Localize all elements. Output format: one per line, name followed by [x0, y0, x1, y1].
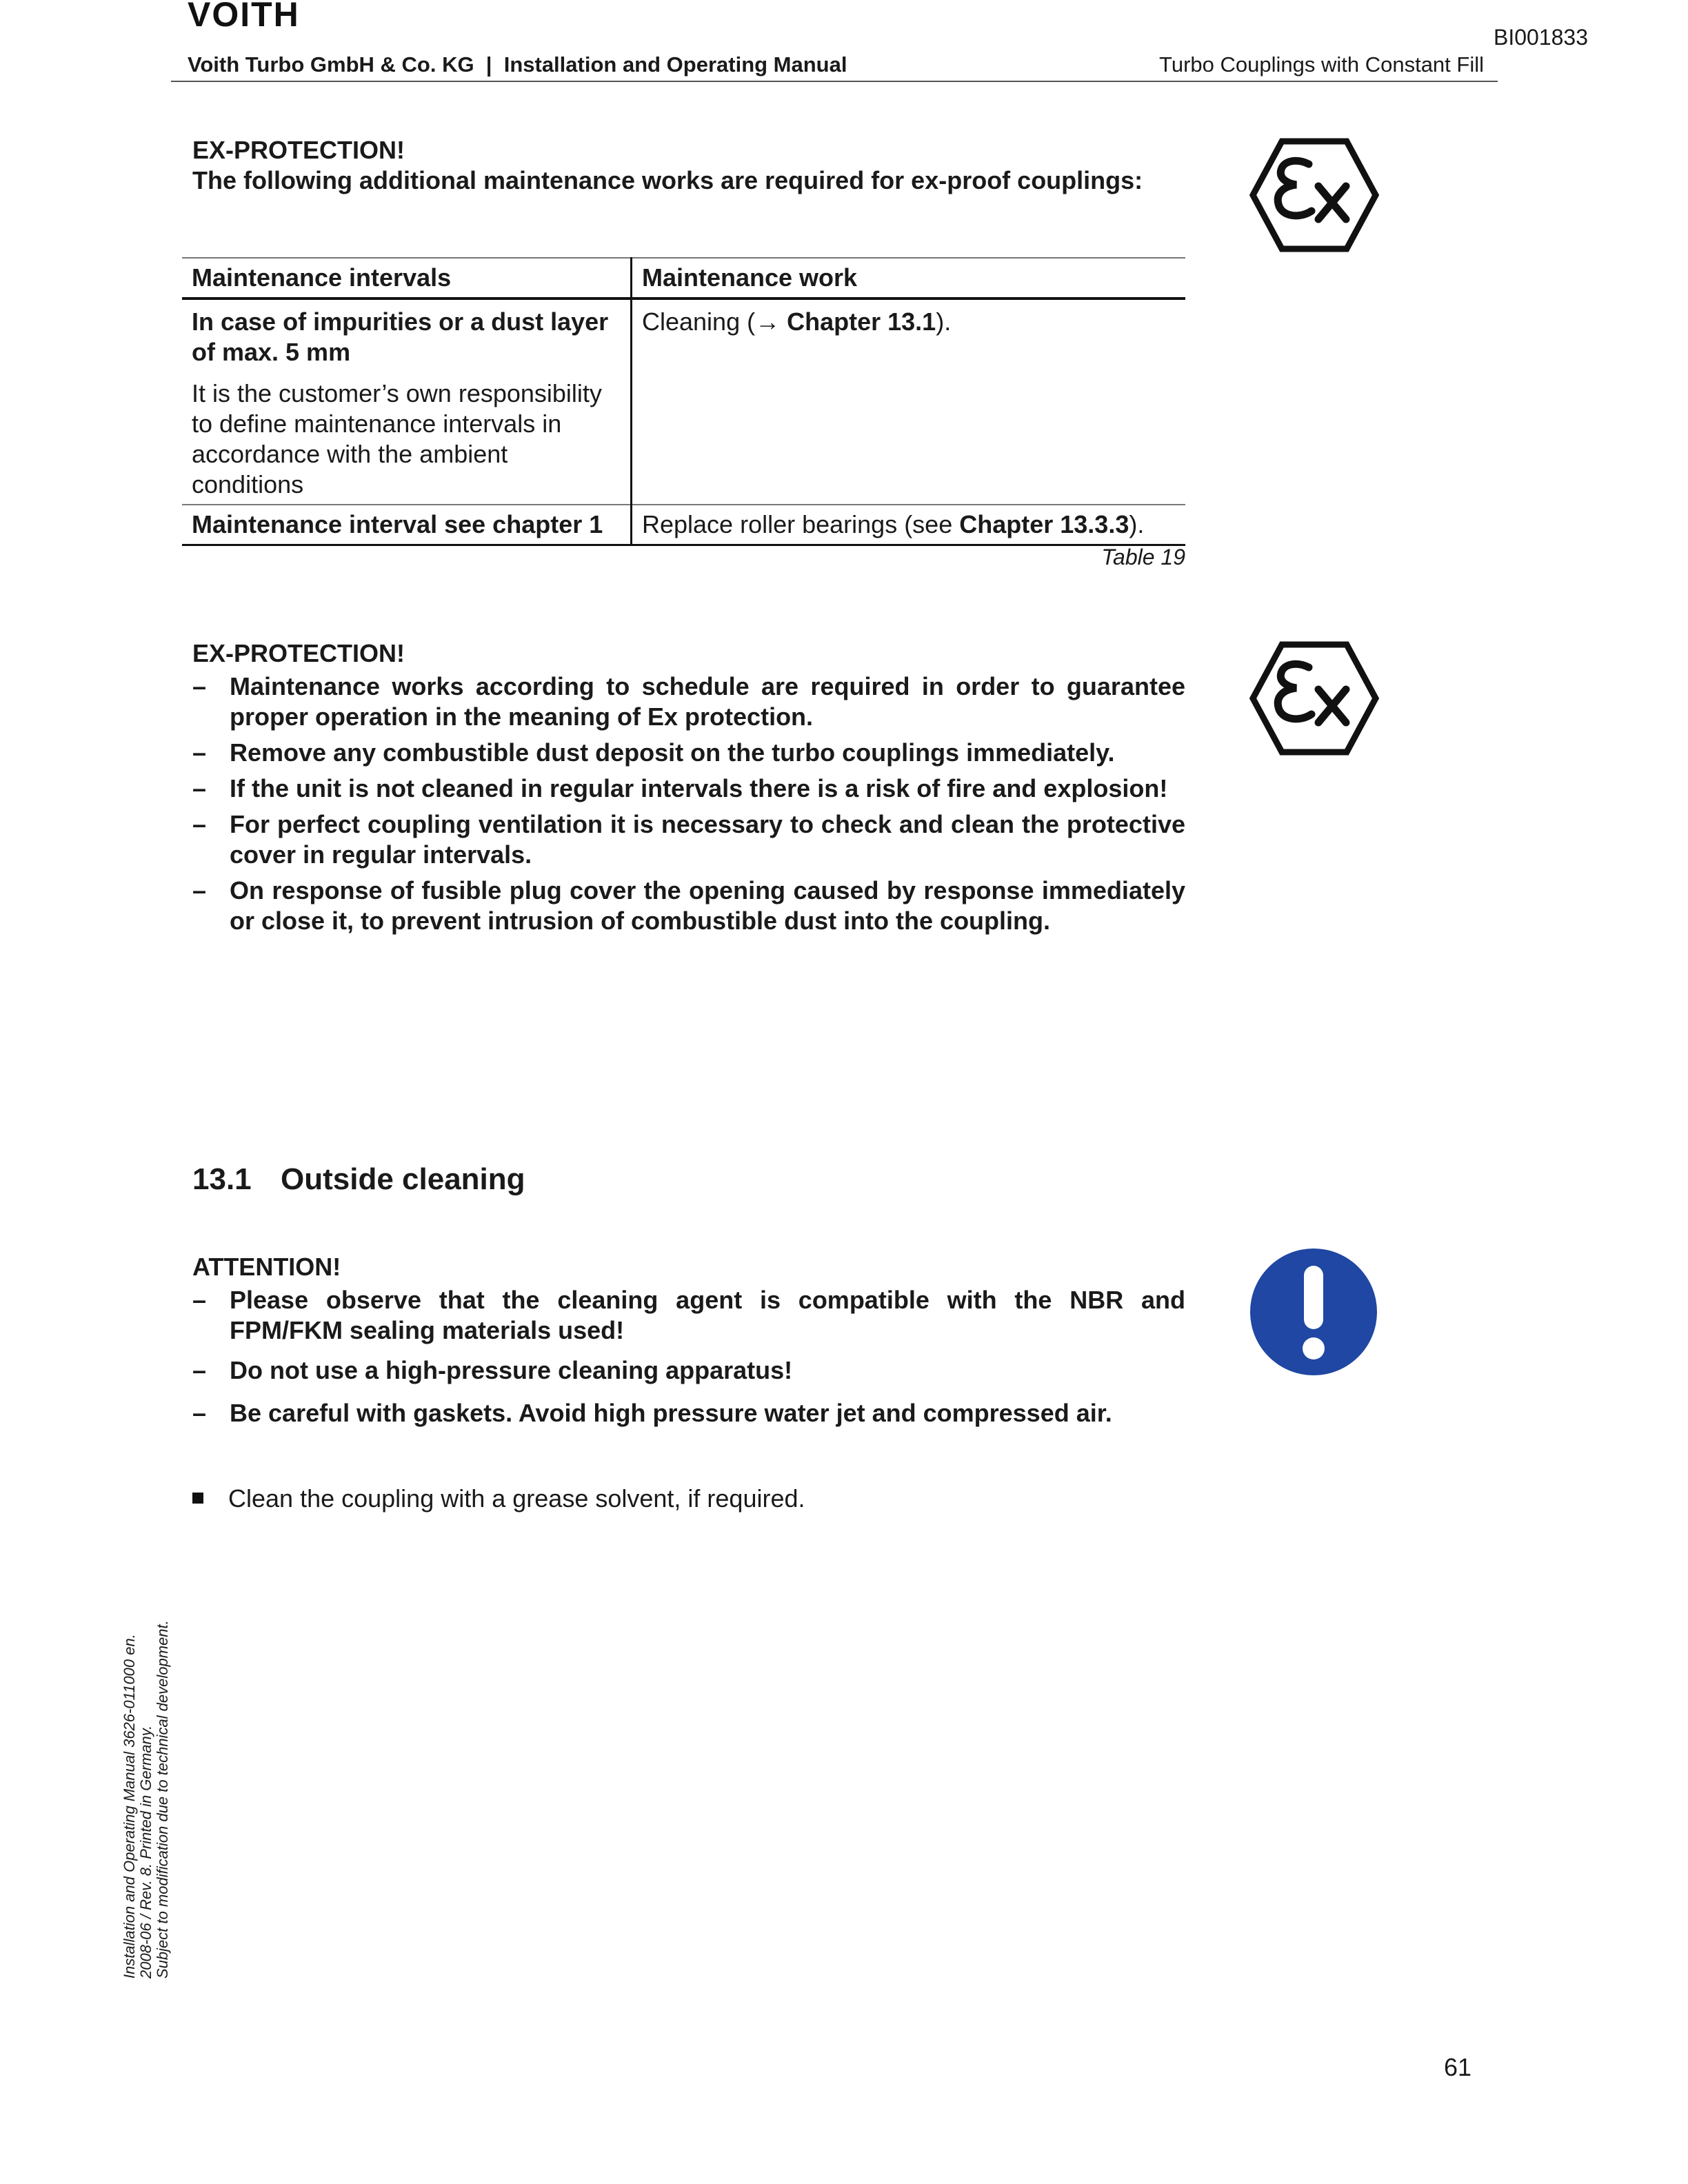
col-header-intervals: Maintenance intervals	[182, 258, 632, 299]
work-prefix: Replace roller bearings (see	[642, 510, 960, 538]
interval-note-text: It is the customer’s own responsibility to define maintenance intervals in accordance with the ambient conditions	[192, 379, 602, 498]
work-suffix: ).	[936, 307, 952, 336]
list-item: – Please observe that the cleaning agent is compatible with the NBR and FPM/FKM sealing materials used!	[192, 1285, 1185, 1346]
chapter-reference[interactable]: Chapter 13.3.3	[959, 510, 1129, 538]
voith-logo: VOITH	[188, 0, 300, 34]
work-suffix: ).	[1129, 510, 1145, 538]
header-divider	[171, 81, 1498, 82]
list-item: – If the unit is not cleaned in regular intervals there is a risk of fire and explosion!	[192, 774, 1185, 804]
list-item: – Do not use a high-pressure cleaning apparatus!	[192, 1355, 1185, 1386]
section-number: 13.1	[192, 1162, 252, 1196]
list-item: – Be careful with gaskets. Avoid high pressure water jet and compressed air.	[192, 1398, 1185, 1428]
work-cell	[632, 505, 1186, 545]
interval-bold-text: In case of impurities or a dust layer of max. 5 mm	[192, 307, 609, 366]
attention-list	[192, 1285, 1185, 1428]
ex-protection-heading: EX-PROTECTION!	[192, 639, 405, 667]
ex-protection-list	[192, 671, 1185, 936]
attention-heading: ATTENTION!	[192, 1253, 341, 1281]
header-product: Turbo Couplings with Constant Fill	[1159, 52, 1484, 77]
list-item: – On response of fusible plug cover the opening caused by response immediately or close it, to prevent intrusion of combustible dust into the coupling.	[192, 876, 1185, 936]
table-header-row	[182, 258, 1185, 299]
square-bullet-icon	[192, 1493, 203, 1504]
attention-block	[192, 1252, 1185, 1434]
work-cell	[632, 299, 1186, 505]
ex-protection-intro-text: The following additional maintenance works are required for ex-proof couplings:	[192, 166, 1143, 194]
side-note	[121, 1593, 171, 1979]
interval-bold-text: Maintenance interval see chapter 1	[192, 510, 603, 538]
ex-hexagon-icon	[1249, 138, 1379, 256]
side-note-line: 2008-06 / Rev. 8. Printed in Germany.	[137, 1725, 154, 1979]
ex-protection-heading: EX-PROTECTION!	[192, 136, 405, 164]
arrow-icon: →	[755, 307, 787, 336]
table-row	[182, 505, 1185, 545]
maintenance-table	[182, 257, 1185, 546]
section-title: Outside cleaning	[281, 1162, 525, 1196]
side-note-line: Subject to modification due to technical development.	[154, 1620, 171, 1979]
list-item: – Remove any combustible dust deposit on the turbo couplings immediately.	[192, 738, 1185, 768]
ex-hexagon-icon	[1249, 641, 1379, 759]
list-item: – For perfect coupling ventilation it is necessary to check and clean the protective cover in regular intervals.	[192, 809, 1185, 870]
list-item: – Maintenance works according to schedule are required in order to guarantee proper operation in the meaning of Ex protection.	[192, 671, 1185, 732]
work-prefix: Cleaning (	[642, 307, 756, 336]
table-caption: Table 19	[1101, 545, 1185, 569]
col-header-work: Maintenance work	[632, 258, 1186, 299]
page-number: 61	[1444, 2053, 1472, 2081]
header-company-manual: Voith Turbo GmbH & Co. KG | Installation and Operating Manual	[188, 52, 847, 77]
instruction-text: Clean the coupling with a grease solvent, if required.	[228, 1484, 805, 1513]
ex-protection-intro	[192, 135, 1185, 196]
section-heading	[192, 1162, 525, 1197]
side-note-line: Installation and Operating Manual 3626-011000 en.	[121, 1634, 138, 1979]
table-row	[182, 299, 1185, 505]
interval-cell	[182, 505, 632, 545]
exclamation-icon	[1248, 1246, 1379, 1381]
chapter-reference[interactable]: Chapter 13.1	[787, 307, 936, 336]
ex-protection-list-block	[192, 638, 1185, 942]
instruction-item	[192, 1484, 805, 1514]
document-id: BI001833	[1494, 25, 1589, 50]
interval-cell	[182, 299, 632, 505]
